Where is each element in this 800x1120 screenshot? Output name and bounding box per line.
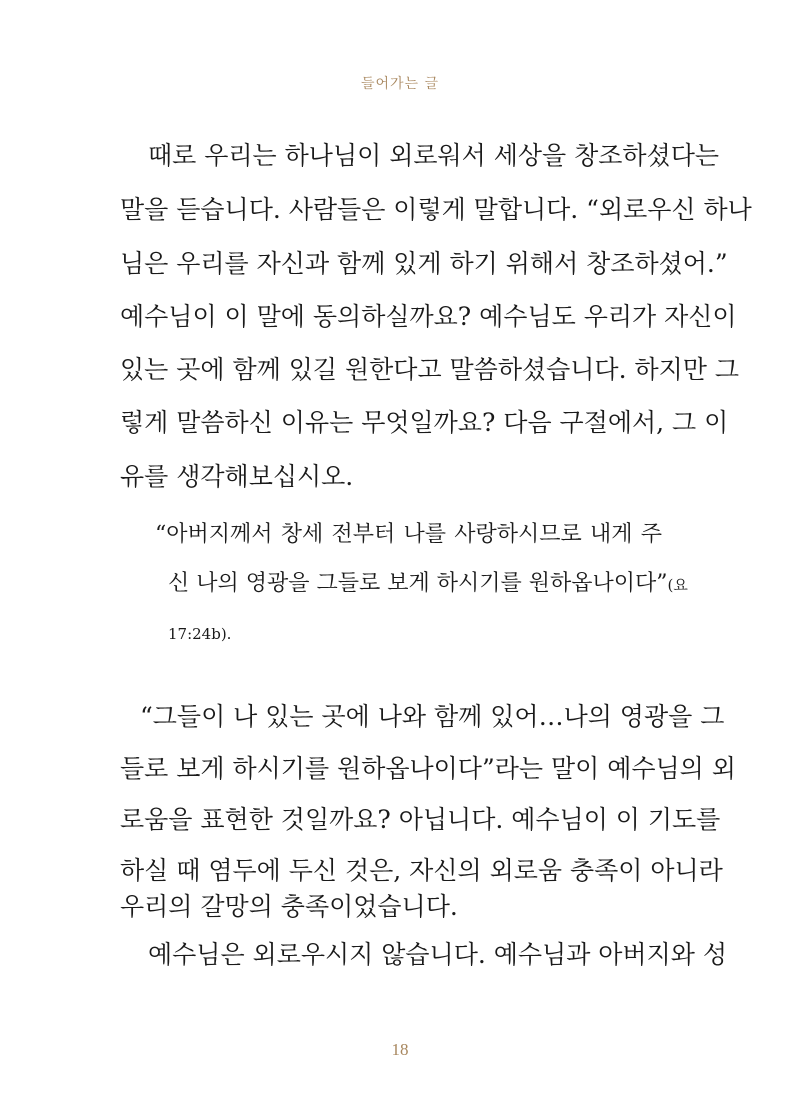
paragraph-line: 예수님이 이 말에 동의하실까요? 예수님도 우리가 자신이 — [120, 302, 737, 331]
paragraph-line: 우리의 갈망의 충족이었습니다. — [120, 892, 458, 921]
scripture-reference-tail: 17:24b). — [168, 625, 232, 643]
page-number: 18 — [391, 1040, 409, 1059]
paragraph-line: 들로 보게 하시기를 원하옵나이다”라는 말이 예수님의 외 — [120, 754, 736, 783]
quote-line — [168, 567, 688, 602]
scripture-reference: (요 — [667, 576, 688, 594]
paragraph-line: 로움을 표현한 것일까요? 아닙니다. 예수님이 이 기도를 — [120, 805, 721, 834]
paragraph-line: 하실 때 염두에 두신 것은, 자신의 외로움 충족이 아니라 — [120, 856, 723, 885]
paragraph-line: 예수님은 외로우시지 않습니다. 예수님과 아버지와 성 — [148, 940, 727, 969]
paragraph-line: 유를 생각해보십시오. — [120, 462, 354, 491]
paragraph-line: “그들이 나 있는 곳에 나와 함께 있어…나의 영광을 그 — [140, 702, 725, 731]
paragraph-line: 님은 우리를 자신과 함께 있게 하기 위해서 창조하셨어.” — [120, 249, 728, 278]
quote-text: 신 나의 영광을 그들로 보게 하시기를 원하옵나이다” — [168, 571, 668, 596]
paragraph-line: 때로 우리는 하나님이 외로워서 세상을 창조하셨다는 — [148, 141, 720, 170]
paragraph-line: 렇게 말씀하신 이유는 무엇일까요? 다음 구절에서, 그 이 — [120, 408, 729, 437]
running-header: 들어가는 글 — [360, 76, 440, 92]
quote-line: “아버지께서 창세 전부터 나를 사랑하시므로 내게 주 — [155, 522, 662, 547]
paragraph-line: 말을 듣습니다. 사람들은 이렇게 말합니다. “외로우신 하나 — [120, 195, 752, 224]
paragraph-line: 있는 곳에 함께 있길 원한다고 말씀하셨습니다. 하지만 그 — [120, 355, 740, 384]
